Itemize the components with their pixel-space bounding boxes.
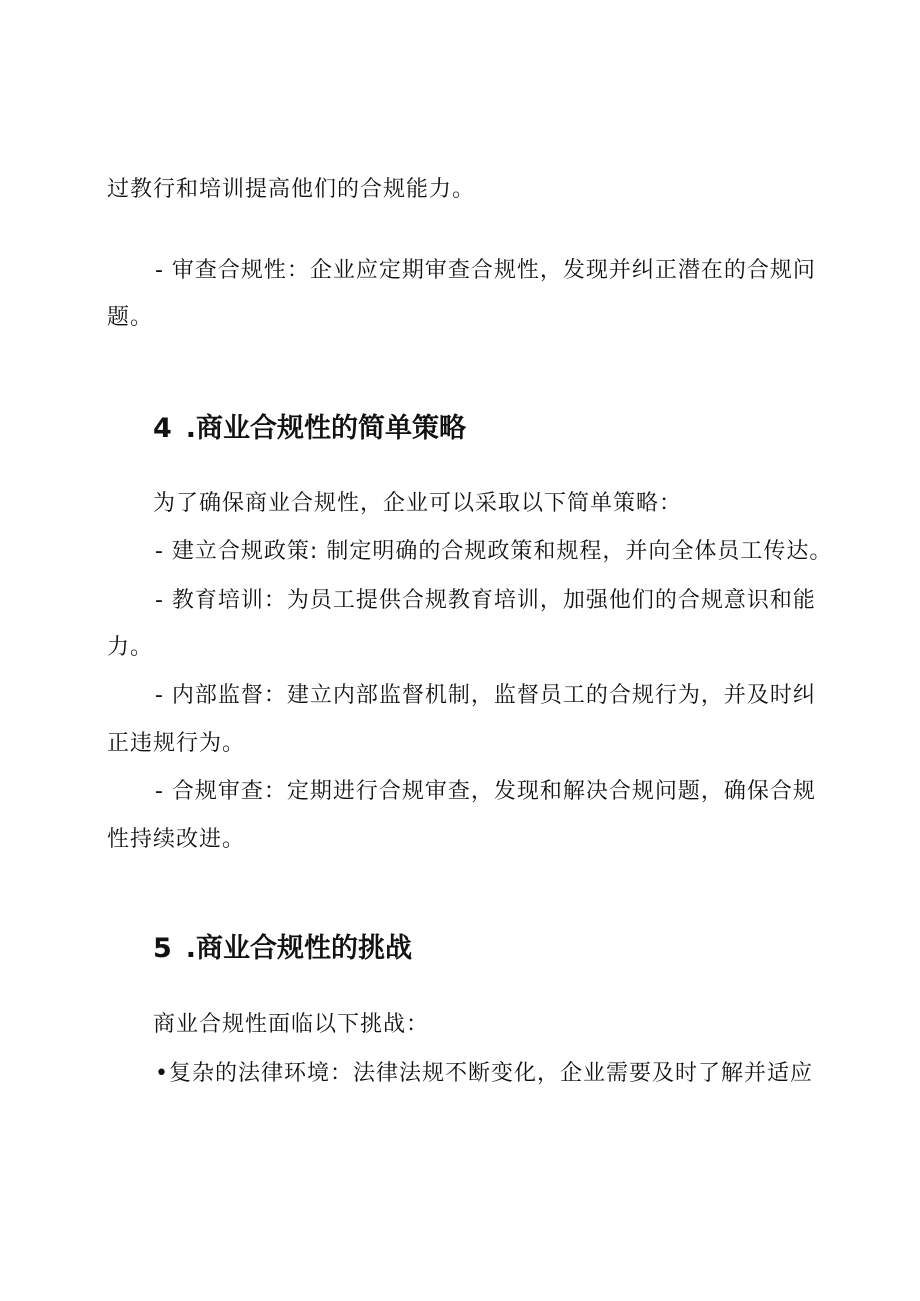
list-item: - 教育培训：为员工提供合规教育培训，加强他们的合规意识和能 <box>155 588 816 613</box>
section-heading-4 <box>153 412 466 446</box>
paragraph-line: 商业合规性面临以下挑战： <box>153 1012 430 1037</box>
section-heading-5 <box>153 932 412 966</box>
paragraph-line: 题。 <box>107 305 154 330</box>
paragraph-line: 为了确保商业合规性，企业可以采取以下简单策略： <box>153 491 683 516</box>
list-item-cont: 性持续改进。 <box>107 827 246 852</box>
list-item-cont: 力。 <box>107 635 154 660</box>
paragraph-line: - 审查合规性：企业应定期审查合规性，发现并纠正潜在的合规问 <box>155 258 816 283</box>
section-number: 4 <box>153 413 172 444</box>
section-title: .商业合规性的挑战 <box>185 933 413 964</box>
section-number: 5 <box>153 933 172 964</box>
list-item: - 合规审查：定期进行合规审查，发现和解决合规问题，确保合规 <box>155 779 816 804</box>
list-item-cont: 正违规行为。 <box>107 731 246 756</box>
list-item: - 内部监督：建立内部监督机制，监督员工的合规行为，并及时纠 <box>155 683 816 708</box>
list-item: - 建立合规政策: 制定明确的合规政策和规程，并向全体员工传达。 <box>155 539 833 564</box>
paragraph-line: 过教行和培训提高他们的合规能力。 <box>107 177 476 202</box>
list-item: •复杂的法律环境：法律法规不断变化，企业需要及时了解并适应 <box>155 1061 813 1086</box>
section-title: .商业合规性的简单策略 <box>185 413 467 444</box>
